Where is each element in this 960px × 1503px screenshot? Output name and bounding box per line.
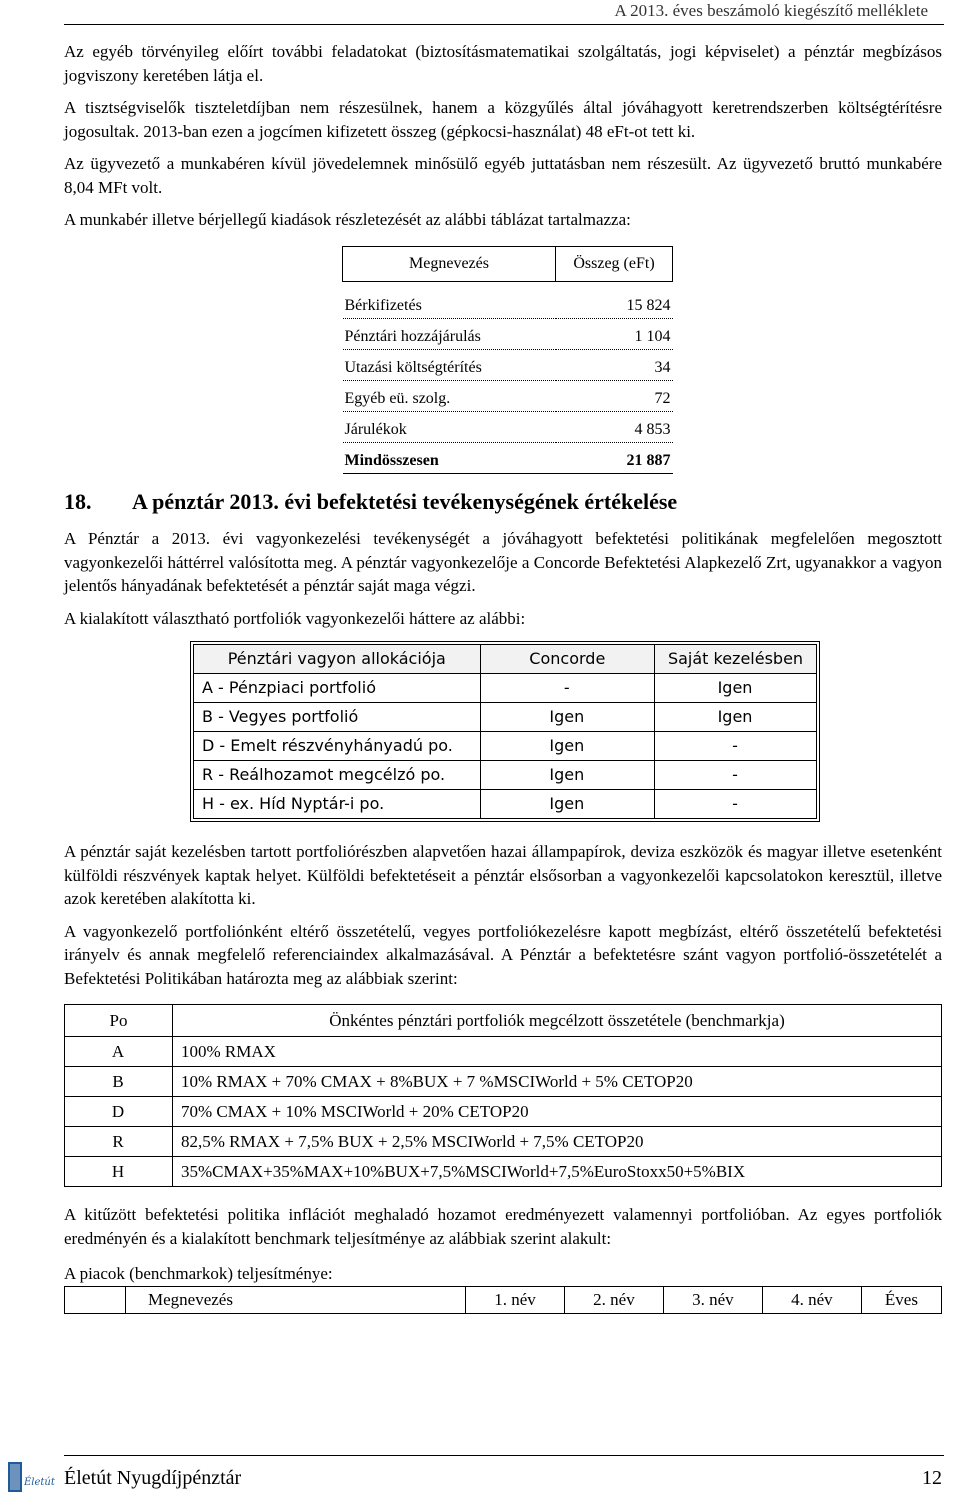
table-row [65,1127,942,1157]
document-body [64,40,942,1314]
column-header: Éves [861,1286,941,1313]
table-cell: Utazási költségtérítés [343,349,556,380]
table-cell: A [65,1037,173,1067]
column-header: 1. név [466,1286,565,1313]
table-cell: R - Reálhozamot megcélzó po. [194,761,481,790]
table-cell: D [65,1097,173,1127]
allocation-table [193,644,817,819]
table-cell: Igen [480,732,654,761]
table-row [194,703,817,732]
paragraph-benchmark-intro: A vagyonkezelő portfoliónként eltérő összetételű, vegyes portfoliókezelésre kapott megbízást, eltérő összetételű befektetési irányelv és annak megfelelő referenciaindex alkalmazásával. A Pénztár a befektetésre szánt vagyon portfolió-összetételét a Befektetési Politikában határozta meg az alábbiak szerint: [64,921,942,988]
benchmark-table-header [65,1005,942,1037]
column-header: 3. név [663,1286,762,1313]
table-cell: Bérkifizetés [343,281,556,318]
section-number: 18. [64,488,92,514]
table-cell: B [65,1067,173,1097]
table-cell: 100% RMAX [173,1037,942,1067]
table-cell: Egyéb eü. szolg. [343,380,556,411]
table-cell: 21 887 [556,442,673,473]
document-header-title: A 2013. éves beszámoló kiegészítő melléklete [614,1,928,20]
paragraph-salary-intro: A munkabér illetve bérjellegű kiadások részletezését az alábbi táblázat tartalmazza: [64,210,631,229]
column-header: Concorde [480,645,654,674]
column-header: Összeg (eFt) [556,246,673,281]
footer-rule [64,1455,944,1456]
table-cell: Igen [480,761,654,790]
table-cell: Igen [655,703,817,732]
column-header [65,1286,126,1313]
table-cell: 72 [556,380,673,411]
column-header: Önkéntes pénztári portfoliók megcélzott összetétele (benchmarkja) [173,1005,942,1037]
column-header: 4. név [762,1286,861,1313]
table-row [194,790,817,819]
page-footer [0,1455,960,1503]
table-row [194,732,817,761]
column-header: Saját kezelésben [655,645,817,674]
eletut-logo [6,1458,55,1498]
page-header [64,0,944,25]
logo-text: Életút [24,1477,55,1488]
markets-table-header [65,1286,942,1313]
table-cell: 70% CMAX + 10% MSCIWorld + 20% CETOP20 [173,1097,942,1127]
table-row [343,318,673,349]
paragraph-asset-management: A Pénztár a 2013. évi vagyonkezelési tevékenységét a jóváhagyott befektetési politikának megfelelően megosztott vagyonkezelői háttérrel valósította meg. A pénztár vagyonkezelője a Concorde Befektetési Alapkezelő Zrt, ugyanakkor a vagyon jelentős hányadának befektetését a pénztár saját maga végzi. [64,529,942,595]
table-cell: Igen [480,790,654,819]
column-header: Megnevezés [126,1286,466,1313]
markets-table [64,1286,942,1314]
salary-table-header [343,246,673,281]
table-cell: 1 104 [556,318,673,349]
table-cell: H [65,1157,173,1187]
allocation-table-header [194,645,817,674]
benchmark-table [64,1004,942,1187]
table-cell: - [655,732,817,761]
column-header: 2. név [564,1286,663,1313]
paragraph-own-management: A pénztár saját kezelésben tartott portfoliórészben alapvetően hazai állampapírok, deviza eszközök és magyar illetve esetenként külföldi részvények kaptak helyet. Külföldi befektetéseit a pénztár elsősorban a vagyonkezelői kapcsolatokon keresztül, illetve azok keretében alakította ki. [64,842,942,908]
column-header: Po [65,1005,173,1037]
table-cell: B - Vegyes portfolió [194,703,481,732]
table-cell: Igen [480,703,654,732]
table-cell: R [65,1127,173,1157]
section-heading [64,490,942,514]
table-cell: 35%CMAX+35%MAX+10%BUX+7,5%MSCIWorld+7,5%EuroStoxx50+5%BIX [173,1157,942,1187]
column-header: Megnevezés [343,246,556,281]
table-row [194,761,817,790]
table-cell: 4 853 [556,411,673,442]
table-cell: - [655,790,817,819]
table-row [343,411,673,442]
table-row [65,1157,942,1187]
paragraph-inflation: A kitűzött befektetési politika inflációt meghaladó hozamot eredményezett valamennyi portfolióban. Az egyes portfoliók eredményén és a kialakított benchmark teljesítménye az alábbiak szerint alakult: [64,1205,942,1248]
paragraph-officers: A tisztségviselők tiszteletdíjban nem részesülnek, hanem a közgyűlés által jóváhagyott keretrendszerben költségtérítésre jogosultak. 2013-ban ezen a jogcímen kifizetett összeg (gépkocsi-használat) 48 eFt-ot tett ki. [64,98,942,141]
table-cell: Mindösszesen [343,442,556,473]
table-cell: H - ex. Híd Nyptár-i po. [194,790,481,819]
column-header: Pénztári vagyon allokációja [194,645,481,674]
table-row [343,349,673,380]
table-row [65,1067,942,1097]
table-row [65,1037,942,1067]
table-cell: - [655,761,817,790]
table-cell: D - Emelt részvényhányadú po. [194,732,481,761]
paragraph-manager-pay: Az ügyvezető a munkabéren kívül jövedelemnek minősülő egyéb juttatásban nem részesült. Az ügyvezető bruttó munkabére 8,04 MFt volt. [64,154,942,197]
table-row [343,281,673,318]
paragraph-other-tasks: Az egyéb törvényileg előírt további feladatokat (biztosításmatematikai szolgáltatás, jogi képviselet) a pénztár megbízásos jogviszony keretében látja el. [64,42,942,85]
table-cell: Igen [655,674,817,703]
paragraph-portfolio-intro: A kialakított választható portfoliók vagyonkezelői háttere az alábbi: [64,608,526,628]
page-number: 12 [922,1467,942,1489]
table-cell: A - Pénzpiaci portfolió [194,674,481,703]
footer-org-name: Életút Nyugdíjpénztár [64,1467,242,1489]
allocation-table-frame [190,641,820,822]
section-title: A pénztár 2013. évi befektetési tevékenységének értékelése [132,488,678,514]
table-cell: 15 824 [556,281,673,318]
paragraph-markets-intro: A piacok (benchmarkok) teljesítménye: [64,1264,333,1283]
table-row [194,674,817,703]
table-cell: 82,5% RMAX + 7,5% BUX + 2,5% MSCIWorld + 7,5% CETOP20 [173,1127,942,1157]
table-cell: - [480,674,654,703]
table-cell: 10% RMAX + 70% CMAX + 8%BUX + 7 %MSCIWorld + 5% CETOP20 [173,1067,942,1097]
table-row [65,1097,942,1127]
table-cell: Járulékok [343,411,556,442]
table-cell: Pénztári hozzájárulás [343,318,556,349]
salary-table [342,246,673,474]
table-total-row [343,442,673,473]
table-cell: 34 [556,349,673,380]
table-row [343,380,673,411]
